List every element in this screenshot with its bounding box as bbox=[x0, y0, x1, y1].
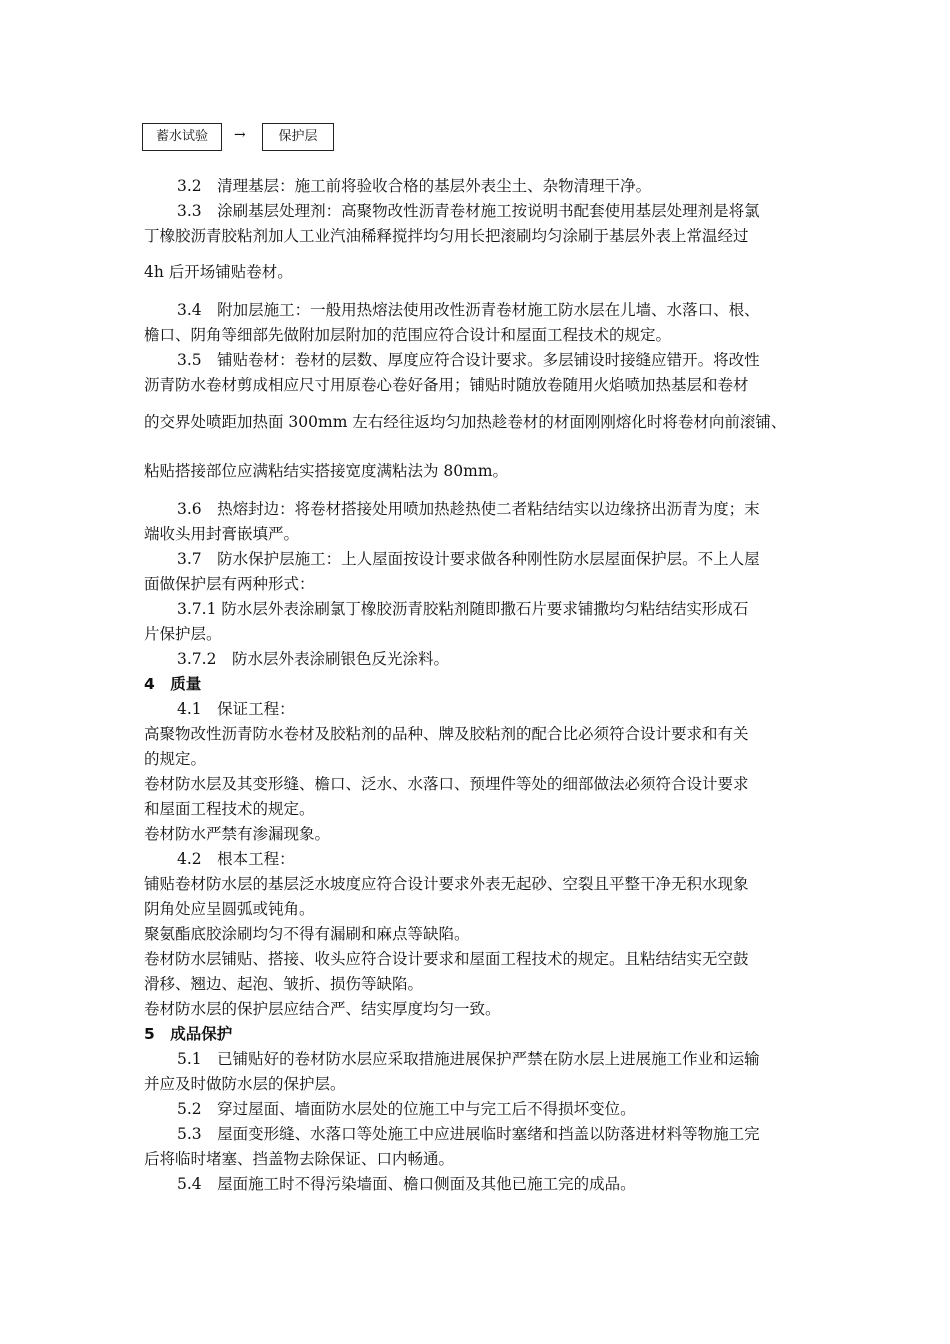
text-line: 面做保护层有两种形式： bbox=[144, 575, 315, 593]
text-line: 3.4 附加层施工：一般用热熔法使用改性沥青卷材施工防水层在儿墙、水落口、根、 bbox=[177, 301, 760, 319]
text-line: 5.4 屋面施工时不得污染墙面、檐口侧面及其他已施工完的成品。 bbox=[177, 1175, 636, 1193]
text-line: 粘贴搭接部位应满粘结实搭接宽度满粘法为 80mm。 bbox=[144, 462, 509, 480]
text-line: 和屋面工程技术的规定。 bbox=[144, 800, 315, 818]
flow-arrow-icon: → bbox=[234, 127, 246, 143]
text-line: 4.2 根本工程： bbox=[177, 850, 295, 868]
text-line: 3.3 涂刷基层处理剂：高聚物改性沥青卷材施工按说明书配套使用基层处理剂是将氯 bbox=[177, 202, 760, 220]
text-line: 檐口、阴角等细部先做附加层附加的范围应符合设计和屋面工程技术的规定。 bbox=[144, 326, 672, 344]
text-line: 3.6 热熔封边：将卷材搭接处用喷加热趁热使二者粘结结实以边缘挤出沥青为度；末 bbox=[177, 500, 760, 518]
text-line: 卷材防水严禁有渗漏现象。 bbox=[144, 825, 331, 843]
text-line: 的交界处喷距加热面 300mm 左右经往返均匀加热趁卷材的材面刚刚熔化时将卷材向前滚铺、 bbox=[144, 413, 787, 431]
text-line: 阴角处应呈圆弧或钝角。 bbox=[144, 900, 315, 918]
text-line: 卷材防水层的保护层应结合严、结实厚度均匀一致。 bbox=[144, 1000, 501, 1018]
text-line: 卷材防水层及其变形缝、檐口、泛水、水落口、预埋件等处的细部做法必须符合设计要求 bbox=[144, 775, 749, 793]
text-line: 3.7.1 防水层外表涂刷氯丁橡胶沥青胶粘剂随即撒石片要求铺撒均匀粘结结实形成石 bbox=[177, 600, 749, 618]
text-line: 滑移、翘边、起泡、皱折、损伤等缺陷。 bbox=[144, 975, 424, 993]
text-line: 沥青防水卷材剪成相应尺寸用原卷心卷好备用；铺贴时随放卷随用火焰喷加热基层和卷材 bbox=[144, 376, 749, 394]
flow-step-protection-layer: 保护层 bbox=[262, 123, 334, 151]
text-line: 片保护层。 bbox=[144, 625, 222, 643]
text-line: 5.2 穿过屋面、墙面防水层处的位施工中与完工后不得损坏变位。 bbox=[177, 1100, 636, 1118]
text-line: 聚氨酯底胶涂刷均匀不得有漏刷和麻点等缺陷。 bbox=[144, 925, 470, 943]
text-line: 卷材防水层铺贴、搭接、收头应符合设计要求和屋面工程技术的规定。且粘结结实无空鼓 bbox=[144, 950, 749, 968]
text-line: 3.5 铺贴卷材：卷材的层数、厚度应符合设计要求。多层铺设时接缝应错开。将改性 bbox=[177, 351, 760, 369]
text-line: 铺贴卷材防水层的基层泛水坡度应符合设计要求外表无起砂、空裂且平整干净无积水现象 bbox=[144, 875, 749, 893]
text-line: 3.7 防水保护层施工：上人屋面按设计要求做各种刚性防水层屋面保护层。不上人屋 bbox=[177, 550, 760, 568]
text-line: 并应及时做防水层的保护层。 bbox=[144, 1075, 346, 1093]
text-line: 3.2 清理基层：施工前将验收合格的基层外表尘土、杂物清理干净。 bbox=[177, 177, 652, 195]
section-heading: 4 质量 bbox=[144, 675, 202, 693]
flow-step-water-test: 蓄水试验 bbox=[142, 123, 222, 151]
text-line: 5.1 已铺贴好的卷材防水层应采取措施进展保护严禁在防水层上进展施工作业和运输 bbox=[177, 1050, 760, 1068]
text-line: 4.1 保证工程： bbox=[177, 700, 295, 718]
text-line: 丁橡胶沥青胶粘剂加人工业汽油稀释搅拌均匀用长把滚刷均匀涂刷于基层外表上常温经过 bbox=[144, 227, 749, 245]
text-line: 4h 后开场铺贴卷材。 bbox=[144, 263, 293, 281]
section-heading: 5 成品保护 bbox=[144, 1025, 233, 1043]
text-line: 的规定。 bbox=[144, 750, 207, 768]
text-line: 高聚物改性沥青防水卷材及胶粘剂的品种、牌及胶粘剂的配合比必须符合设计要求和有关 bbox=[144, 725, 749, 743]
text-line: 5.3 屋面变形缝、水落口等处施工中应进展临时塞绪和挡盖以防落进材料等物施工完 bbox=[177, 1125, 760, 1143]
text-line: 3.7.2 防水层外表涂刷银色反光涂料。 bbox=[177, 650, 449, 668]
text-line: 后将临时堵塞、挡盖物去除保证、口内畅通。 bbox=[144, 1150, 455, 1168]
text-line: 端收头用封膏嵌填严。 bbox=[144, 525, 300, 543]
